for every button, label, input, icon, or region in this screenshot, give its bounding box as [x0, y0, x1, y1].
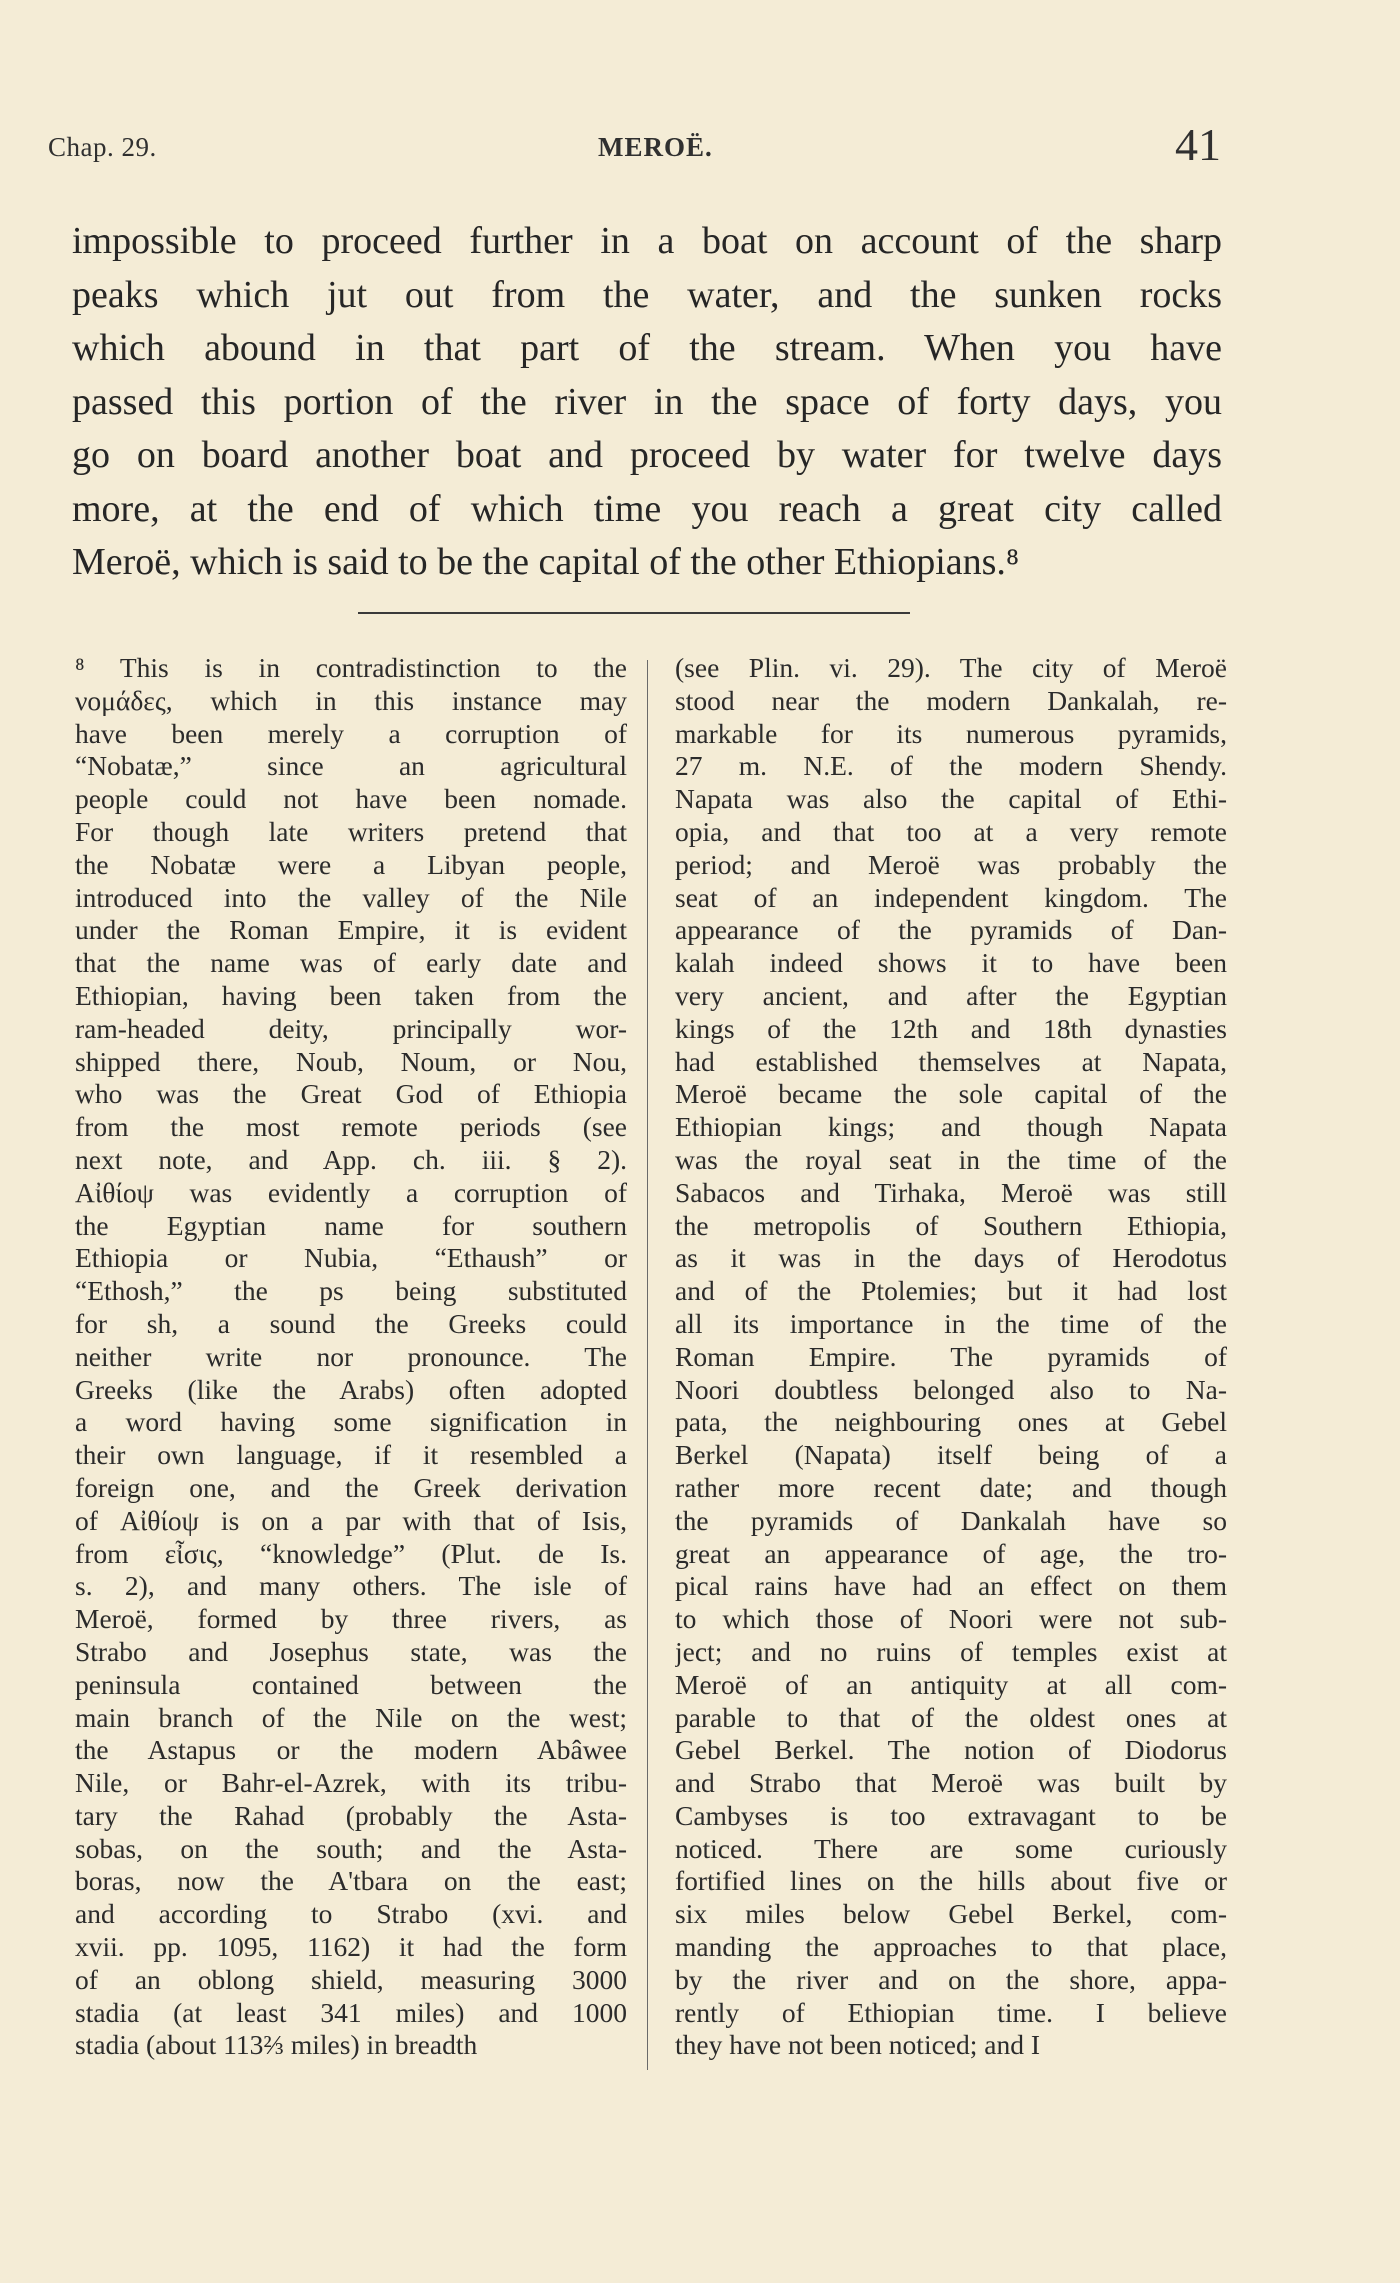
text-line: Gebel Berkel. The notion of Diodorus: [675, 1734, 1227, 1766]
text-line: peaks which jut out from the water, and the sunken rocks: [72, 273, 1222, 316]
text-line: “Ethosh,” the ps being substituted: [75, 1275, 627, 1307]
text-line: xvii. pp. 1095, 1162) it had the form: [75, 1931, 627, 1963]
text-line: main branch of the Nile on the west;: [75, 1701, 627, 1733]
text-line: by the river and on the shore, appa-: [675, 1963, 1227, 1995]
text-line: Meroë, formed by three rivers, as: [75, 1603, 627, 1635]
text-line: boras, now the A'tbara on the east;: [75, 1865, 627, 1897]
text-line: νομάδες, which in this instance may: [75, 684, 627, 716]
text-line: Strabo and Josephus state, was the: [75, 1635, 627, 1667]
text-line: ject; and no ruins of temples exist at: [675, 1635, 1227, 1667]
text-line: as it was in the days of Herodotus: [675, 1242, 1227, 1274]
text-line: For though late writers pretend that: [75, 815, 627, 847]
text-line: peninsula contained between the: [75, 1668, 627, 1700]
text-line: Ethiopian kings; and though Napata: [675, 1111, 1227, 1143]
text-line: that the name was of early date and: [75, 947, 627, 979]
text-line: Meroë of an antiquity at all com-: [675, 1668, 1227, 1700]
text-line: markable for its numerous pyramids,: [675, 717, 1227, 749]
text-line: fortified lines on the hills about five or: [675, 1865, 1227, 1897]
text-line: was the royal seat in the time of the: [675, 1143, 1227, 1175]
footnote-column-right: [675, 652, 1227, 2062]
text-line: impossible to proceed further in a boat on account of the sharp: [72, 220, 1222, 262]
text-line: and of the Ptolemies; but it had lost: [675, 1275, 1227, 1307]
text-line: ram-headed deity, principally wor-: [75, 1012, 627, 1044]
text-line: all its importance in the time of the: [675, 1307, 1227, 1339]
text-line: 27 m. N.E. of the modern Shendy.: [675, 750, 1227, 782]
text-line: the metropolis of Southern Ethiopia,: [675, 1209, 1227, 1241]
text-line: kalah indeed shows it to have been: [675, 947, 1227, 979]
text-line: kings of the 12th and 18th dynasties: [675, 1012, 1227, 1044]
text-line: more, at the end of which time you reach a great city called: [72, 487, 1222, 530]
page-number: 41: [1175, 119, 1221, 170]
text-line: six miles below Gebel Berkel, com-: [675, 1898, 1227, 1930]
running-head-chapter: Chap. 29.: [48, 132, 157, 162]
text-line: tary the Rahad (probably the Asta-: [75, 1799, 627, 1831]
text-line: from εἶσις, “knowledge” (Plut. de Is.: [75, 1537, 627, 1569]
text-line: Cambyses is too extravagant to be: [675, 1799, 1227, 1831]
text-line: stadia (at least 341 miles) and 1000: [75, 1996, 627, 2028]
text-line: Meroë, which is said to be the capital of the other Ethiopians.⁸: [72, 541, 1020, 583]
text-line: Sabacos and Tirhaka, Meroë was still: [675, 1176, 1227, 1208]
text-line: the Nobatæ were a Libyan people,: [75, 848, 627, 880]
text-line: very ancient, and after the Egyptian: [675, 979, 1227, 1011]
text-line: manding the approaches to that place,: [675, 1931, 1227, 1963]
text-line: pata, the neighbouring ones at Gebel: [675, 1406, 1227, 1438]
text-line: noticed. There are some curiously: [675, 1832, 1227, 1864]
text-line: they have not been noticed; and I: [675, 2029, 1041, 2061]
text-line: Berkel (Napata) itself being of a: [675, 1439, 1227, 1471]
text-line: under the Roman Empire, it is evident: [75, 914, 627, 946]
text-line: rather more recent date; and though: [675, 1471, 1227, 1503]
text-line: parable to that of the oldest ones at: [675, 1701, 1227, 1733]
text-line: pical rains have had an effect on them: [675, 1570, 1227, 1602]
text-line: s. 2), and many others. The isle of: [75, 1570, 627, 1602]
text-line: stadia (about 113⅔ miles) in breadth: [75, 2029, 478, 2061]
text-line: go on board another boat and proceed by water for twelve days: [72, 434, 1222, 476]
text-line: opia, and that too at a very remote: [675, 815, 1227, 847]
text-line: who was the Great God of Ethiopia: [75, 1078, 627, 1110]
text-line: the Astapus or the modern Abâwee: [75, 1734, 627, 1766]
text-line: stood near the modern Dankalah, re-: [675, 684, 1227, 716]
text-line: from the most remote periods (see: [75, 1111, 627, 1143]
text-line: seat of an independent kingdom. The: [675, 881, 1227, 913]
text-line: Greeks (like the Arabs) often adopted: [75, 1373, 627, 1405]
text-line: Ethiopia or Nubia, “Ethaush” or: [75, 1242, 627, 1274]
text-line: Napata was also the capital of Ethi-: [675, 783, 1227, 815]
main-body-text: [72, 215, 1222, 590]
text-line: have been merely a corruption of: [75, 717, 627, 749]
text-line: and according to Strabo (xvi. and: [75, 1898, 627, 1930]
text-line: people could not have been nomade.: [75, 783, 627, 815]
text-line: the pyramids of Dankalah have so: [675, 1504, 1227, 1536]
text-line: and Strabo that Meroë was built by: [675, 1767, 1227, 1799]
text-line: period; and Meroë was probably the: [675, 848, 1227, 880]
footnote-separator-rule: [358, 612, 910, 614]
text-line: rently of Ethiopian time. I believe: [675, 1996, 1227, 2028]
text-line: great an appearance of age, the tro-: [675, 1537, 1227, 1569]
text-line: sobas, on the south; and the Asta-: [75, 1832, 627, 1864]
text-line: foreign one, and the Greek derivation: [75, 1471, 627, 1503]
text-line: Noori doubtless belonged also to Na-: [675, 1373, 1227, 1405]
text-line: next note, and App. ch. iii. § 2).: [75, 1143, 627, 1175]
text-line: introduced into the valley of the Nile: [75, 881, 627, 913]
text-line: a word having some signification in: [75, 1406, 627, 1438]
column-divider-rule: [647, 660, 648, 2070]
text-line: ⁸ This is in contradistinction to the: [75, 652, 627, 683]
footnote-column-left: [75, 652, 627, 2062]
text-line: appearance of the pyramids of Dan-: [675, 914, 1227, 946]
text-line: passed this portion of the river in the space of forty days, you: [72, 380, 1222, 423]
text-line: Meroë became the sole capital of the: [675, 1078, 1227, 1110]
text-line: Nile, or Bahr-el-Azrek, with its tribu-: [75, 1767, 627, 1799]
text-line: Αἰθίοψ was evidently a corruption of: [75, 1176, 627, 1208]
text-line: Roman Empire. The pyramids of: [675, 1340, 1227, 1372]
text-line: shipped there, Noub, Noum, or Nou,: [75, 1045, 627, 1077]
text-line: of an oblong shield, measuring 3000: [75, 1963, 627, 1995]
text-line: (see Plin. vi. 29). The city of Meroë: [675, 652, 1227, 683]
text-line: of Αἰθίοψ is on a par with that of Isis,: [75, 1504, 627, 1536]
running-head-title: MEROË.: [598, 132, 713, 162]
text-line: neither write nor pronounce. The: [75, 1340, 627, 1372]
text-line: the Egyptian name for southern: [75, 1209, 627, 1241]
text-line: to which those of Noori were not sub-: [675, 1603, 1227, 1635]
text-line: Ethiopian, having been taken from the: [75, 979, 627, 1011]
text-line: “Nobatæ,” since an agricultural: [75, 750, 627, 782]
text-line: their own language, if it resembled a: [75, 1439, 627, 1471]
text-line: which abound in that part of the stream. When you have: [72, 327, 1222, 369]
text-line: had established themselves at Napata,: [675, 1045, 1227, 1077]
text-line: for sh, a sound the Greeks could: [75, 1307, 627, 1339]
